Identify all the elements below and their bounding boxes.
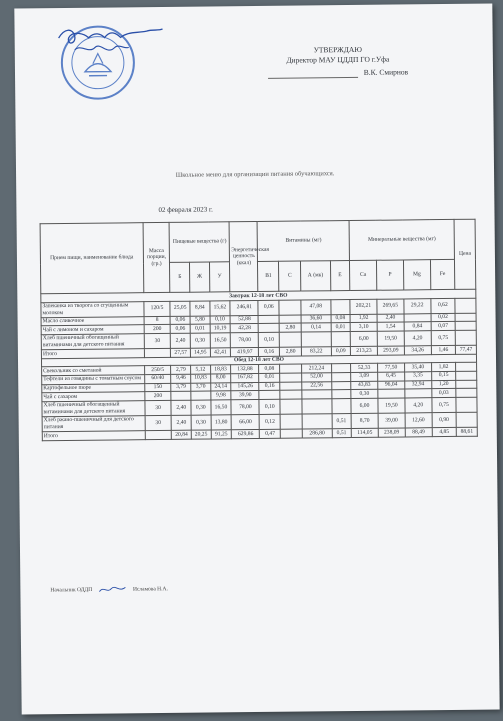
- table-cell: 145,26: [231, 382, 259, 391]
- table-cell: [331, 390, 351, 399]
- table-cell: 0,30: [191, 400, 211, 415]
- table-cell: [331, 372, 351, 381]
- table-cell: 0,07: [431, 322, 456, 331]
- table-cell: 16,50: [211, 399, 232, 414]
- table-cell: 8,70: [351, 413, 378, 428]
- table-cell: [456, 363, 477, 372]
- table-cell: 36,60: [301, 315, 330, 324]
- table-cell: 0,47: [260, 429, 281, 438]
- table-cell: 4,20: [404, 331, 431, 346]
- menu-title: Школьное меню для организации питания обучающихся.: [175, 170, 335, 179]
- table-cell: 0,06: [171, 325, 191, 334]
- table-cell: 8,00: [210, 374, 231, 383]
- table-cell: [405, 389, 432, 398]
- table-cell: 0,02: [431, 313, 456, 322]
- header-c: С: [279, 261, 301, 291]
- table-cell: [456, 371, 477, 380]
- header-p: Р: [376, 260, 403, 290]
- table-cell: 213,23: [350, 346, 377, 355]
- table-cell: 8,84: [190, 301, 210, 316]
- table-cell: 0,30: [351, 389, 378, 398]
- director-name: В.К. Смирнов: [363, 67, 409, 77]
- header-e: Е: [330, 261, 350, 291]
- table-cell: 3,09: [351, 372, 378, 381]
- header-energy: Энергетическая ценность (ккал): [229, 221, 258, 291]
- table-cell: 1,20: [431, 380, 456, 389]
- section-title: Завтрак 12-18 лет СВО: [41, 289, 476, 302]
- table-cell: 91,25: [211, 430, 232, 439]
- table-cell: 246,81: [230, 300, 258, 315]
- dish-name: Чай с лимоном и сахаром: [41, 325, 144, 335]
- table-cell: [280, 373, 302, 382]
- table-cell: 0,01: [259, 373, 280, 382]
- signature-line: [268, 77, 358, 79]
- table-cell: 8: [144, 316, 171, 325]
- table-cell: 0,15: [431, 371, 456, 380]
- table-cell: 52,00: [302, 373, 331, 382]
- table-cell: 120/5: [143, 301, 170, 316]
- table-cell: [279, 315, 301, 324]
- table-cell: 0,62: [431, 298, 456, 313]
- header-b1: В1: [258, 261, 279, 291]
- table-cell: 0,03: [432, 389, 457, 398]
- table-cell: 52,33: [351, 364, 378, 373]
- table-cell: 3,70: [191, 383, 211, 392]
- table-cell: 0,10: [259, 399, 280, 414]
- table-cell: 13,80: [211, 415, 232, 430]
- table-cell: 212,24: [302, 364, 331, 373]
- table-cell: 47,08: [301, 299, 330, 314]
- footer-position: Начальник ОДДП: [50, 587, 93, 594]
- dish-name: Итого: [41, 349, 144, 359]
- table-cell: [456, 397, 477, 412]
- table-cell: [258, 315, 279, 324]
- table-cell: 0,51: [332, 429, 352, 438]
- table-cell: 19,50: [377, 331, 404, 346]
- table-cell: 3,79: [171, 383, 191, 392]
- table-cell: 0,10: [259, 332, 280, 347]
- table-cell: 10,19: [210, 324, 231, 333]
- table-cell: 77,50: [378, 363, 405, 372]
- dish-name: Хлеб пшеничный обогащенный витаминами для детского питания: [41, 334, 144, 350]
- table-cell: [259, 324, 280, 333]
- table-cell: [330, 299, 350, 314]
- table-cell: 32,94: [405, 380, 432, 389]
- table-cell: [331, 364, 351, 373]
- director-title: Директор МАУ ЦДДП ГО г.Уфа: [286, 54, 390, 65]
- table-cell: 0,01: [190, 324, 210, 333]
- table-cell: 78,00: [231, 399, 259, 414]
- table-cell: [331, 398, 351, 413]
- table-cell: 202,21: [350, 299, 377, 314]
- table-cell: [455, 330, 476, 345]
- table-cell: 96,04: [378, 380, 405, 389]
- table-cell: 9,46: [171, 374, 191, 383]
- table-cell: 0,06: [171, 316, 191, 325]
- menu-table: [40, 219, 478, 441]
- table-cell: 238,09: [378, 428, 405, 437]
- footer-signature: [50, 584, 168, 595]
- table-cell: 39,90: [231, 391, 259, 400]
- table-cell: [456, 388, 477, 397]
- table-cell: 200: [144, 392, 171, 401]
- table-cell: 19,50: [378, 398, 405, 413]
- table-cell: 2,40: [171, 400, 191, 415]
- table-cell: 25,05: [170, 301, 190, 316]
- table-cell: 0,08: [259, 365, 280, 374]
- table-cell: 1,92: [350, 314, 377, 323]
- table-cell: [280, 364, 302, 373]
- approval-block: [253, 44, 423, 79]
- table-cell: 6,45: [378, 372, 405, 381]
- table-cell: [259, 390, 280, 399]
- table-cell: 39,00: [378, 413, 405, 428]
- table-cell: 114,05: [351, 428, 378, 437]
- table-cell: 20,84: [172, 430, 192, 439]
- table-cell: [455, 313, 476, 322]
- table-cell: 2,80: [279, 323, 301, 332]
- table-cell: 43,83: [351, 381, 378, 390]
- dish-name: Итого: [42, 431, 145, 441]
- approve-label: УТВЕРЖДАЮ: [313, 44, 362, 55]
- table-cell: 35,40: [404, 363, 431, 372]
- table-cell: 10,83: [191, 374, 211, 383]
- table-cell: 3,35: [404, 372, 431, 381]
- table-cell: 42,28: [230, 324, 258, 333]
- footer-signature-icon: [98, 584, 128, 594]
- table-cell: 22,56: [302, 381, 331, 390]
- table-cell: 3,10: [350, 323, 377, 332]
- table-cell: 629,86: [232, 430, 260, 439]
- table-cell: 0,90: [432, 412, 457, 427]
- table-cell: [456, 380, 477, 389]
- table-cell: 18,83: [210, 365, 231, 374]
- table-cell: 0,30: [190, 333, 210, 348]
- table-cell: 29,22: [404, 298, 431, 313]
- table-cell: [280, 399, 302, 414]
- dish-name: Запеканка из творога со сгущенным молоком: [41, 301, 144, 317]
- table-cell: [331, 381, 351, 390]
- table-cell: 0,75: [431, 330, 456, 345]
- table-cell: 0,16: [259, 382, 280, 391]
- table-cell: 0,84: [404, 322, 431, 331]
- table-cell: [455, 298, 476, 313]
- table-cell: [302, 398, 331, 413]
- table-cell: 15,62: [209, 300, 230, 315]
- table-cell: [279, 332, 301, 347]
- header-price: Цена: [454, 219, 476, 289]
- table-cell: [456, 412, 477, 427]
- section-title: Обед 12-18 лет СВО: [41, 354, 476, 367]
- table-cell: 2,40: [171, 333, 191, 348]
- table-cell: 42,41: [210, 348, 231, 357]
- table-cell: 0,30: [191, 415, 211, 430]
- table-cell: 9,98: [210, 391, 231, 400]
- header-fe: Fe: [430, 259, 455, 289]
- table-cell: [280, 382, 302, 391]
- table-cell: 2,80: [280, 347, 302, 356]
- signature-icon: [54, 23, 164, 64]
- header-u: У: [209, 262, 230, 292]
- table-cell: 66,00: [231, 414, 259, 429]
- table-cell: 5,80: [190, 316, 210, 325]
- footer-name: Исламова Н.А.: [132, 586, 168, 593]
- table-cell: 419,97: [231, 348, 259, 357]
- table-cell: 2,79: [171, 366, 191, 375]
- table-cell: 2,40: [377, 314, 404, 323]
- table-cell: 24,14: [210, 382, 231, 391]
- table-cell: 132,88: [231, 365, 259, 374]
- table-cell: 200: [144, 325, 171, 334]
- table-cell: [455, 322, 476, 331]
- table-cell: 0,09: [331, 347, 351, 356]
- table-cell: [378, 389, 405, 398]
- header-mg: Mg: [403, 260, 430, 290]
- table-cell: 0,51: [332, 413, 352, 428]
- header-ca: Са: [350, 260, 377, 290]
- table-cell: 77,47: [456, 345, 477, 354]
- table-cell: 6,00: [351, 398, 378, 413]
- table-cell: 6,00: [350, 331, 377, 346]
- table-cell: [145, 430, 172, 439]
- table-cell: 0,75: [432, 397, 457, 412]
- dish-name: Картофельное пюре: [42, 383, 145, 393]
- table-cell: 0,14: [301, 323, 330, 332]
- table-cell: [144, 349, 171, 358]
- header-zh: Ж: [190, 262, 210, 292]
- dish-name: Тефтели из говядины с томатным соусом: [42, 375, 145, 385]
- table-cell: 83,22: [302, 347, 331, 356]
- table-cell: 27,57: [171, 348, 191, 357]
- header-meal: Прием пищи, наименование блюда: [40, 223, 143, 294]
- table-cell: 2,40: [172, 415, 192, 430]
- table-cell: 4,20: [405, 397, 432, 412]
- table-cell: 1,54: [377, 322, 404, 331]
- table-cell: 1,82: [431, 363, 456, 372]
- menu-date: 02 февраля 2023 г.: [158, 205, 213, 215]
- dish-name: Чай с сахаром: [42, 392, 145, 402]
- table-cell: [302, 390, 331, 399]
- table-cell: [280, 414, 302, 429]
- table-cell: 14,95: [190, 348, 210, 357]
- table-cell: 52,88: [230, 315, 258, 324]
- table-cell: [279, 300, 301, 315]
- header-mass: Масса порции, (гр.): [143, 222, 171, 292]
- menu-document: [14, 4, 499, 715]
- dish-name: Хлеб ржано-пшеничный для детского питания: [42, 416, 145, 432]
- table-cell: 0,12: [260, 414, 281, 429]
- header-nutrients: Пищевые вещества (г): [170, 222, 230, 263]
- table-cell: [171, 391, 191, 400]
- table-cell: 0,06: [258, 300, 279, 315]
- dish-name: Хлеб пшеничный обогащенный витаминами для детского питания: [42, 400, 145, 416]
- table-cell: 0,01: [331, 323, 351, 332]
- table-cell: 20,25: [191, 430, 211, 439]
- table-cell: 88,49: [405, 428, 432, 437]
- table-cell: 60/40: [144, 374, 171, 383]
- dish-name: Масло сливочное: [41, 316, 144, 326]
- menu-table-body: [41, 289, 478, 440]
- table-cell: 250/5: [144, 366, 171, 375]
- table-cell: [280, 429, 302, 438]
- table-cell: 30: [145, 415, 172, 430]
- table-cell: 167,82: [231, 373, 259, 382]
- table-cell: 30: [145, 400, 172, 415]
- table-cell: 16,50: [210, 333, 231, 348]
- header-a: А (мк): [301, 261, 331, 291]
- header-vitamins: Витамины (мг): [257, 221, 349, 262]
- table-cell: 12,60: [405, 413, 432, 428]
- table-cell: 286,80: [302, 429, 331, 438]
- table-cell: 269,65: [377, 299, 404, 314]
- table-cell: [191, 391, 211, 400]
- table-cell: 30: [144, 333, 171, 348]
- table-cell: [404, 313, 431, 322]
- table-cell: 4,85: [432, 428, 457, 437]
- table-cell: [302, 414, 331, 429]
- table-cell: [280, 390, 302, 399]
- header-b: Б: [170, 262, 190, 292]
- table-cell: 1,46: [431, 346, 456, 355]
- table-cell: [331, 331, 351, 346]
- table-cell: 88,61: [456, 427, 477, 436]
- table-cell: 5,12: [191, 365, 211, 374]
- table-cell: 78,00: [231, 332, 259, 347]
- table-cell: 150: [144, 383, 171, 392]
- table-cell: 0,08: [331, 314, 351, 323]
- table-cell: [301, 332, 330, 347]
- table-cell: 293,09: [377, 346, 404, 355]
- header-minerals: Минеральные вещества (мг): [349, 219, 455, 260]
- table-cell: 0,10: [210, 316, 231, 325]
- dish-name: Свекольник со сметаной: [42, 366, 145, 376]
- table-cell: 0,16: [259, 347, 280, 356]
- table-cell: 34,26: [404, 346, 431, 355]
